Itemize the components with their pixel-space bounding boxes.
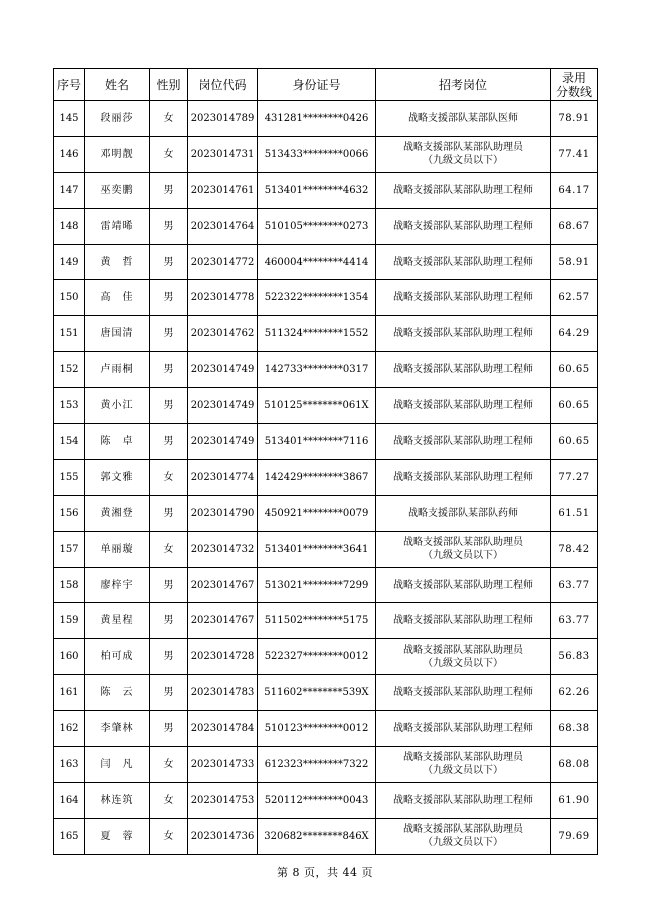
cell-score: 64.29 (551, 316, 598, 352)
cell-no: 160 (54, 639, 85, 675)
cell-code: 2023014790 (188, 495, 258, 531)
cell-code: 2023014762 (188, 316, 258, 352)
cell-score: 79.69 (551, 818, 598, 854)
cell-score: 63.77 (551, 603, 598, 639)
cell-code: 2023014753 (188, 782, 258, 818)
cell-score: 63.77 (551, 567, 598, 603)
cell-post-line: 战略支援部队某部队药师 (408, 507, 518, 519)
cell-post (376, 101, 551, 137)
cell-code: 2023014774 (188, 459, 258, 495)
table-row (54, 747, 598, 783)
cell-code: 2023014761 (188, 172, 258, 208)
cell-score: 68.67 (551, 208, 598, 244)
cell-name: 段丽莎 (85, 101, 150, 137)
cell-post (376, 639, 551, 675)
cell-post-line: 战略支援部队某部队助理工程师 (393, 435, 533, 447)
cell-no: 152 (54, 352, 85, 388)
cell-name: 巫奕鹏 (85, 172, 150, 208)
cell-code: 2023014783 (188, 675, 258, 711)
cell-name: 夏 蓉 (85, 818, 150, 854)
table-row (54, 244, 598, 280)
table-row (54, 603, 598, 639)
cell-code: 2023014767 (188, 603, 258, 639)
cell-gender: 男 (150, 352, 188, 388)
cell-code: 2023014764 (188, 208, 258, 244)
cell-gender: 女 (150, 782, 188, 818)
cell-id: 513401********7116 (258, 424, 376, 460)
cell-code: 2023014749 (188, 424, 258, 460)
cell-name: 邓明靓 (85, 136, 150, 172)
cell-post-line: 战略支援部队某部队助理员 (403, 824, 523, 836)
cell-name: 闫 凡 (85, 747, 150, 783)
cell-code: 2023014736 (188, 818, 258, 854)
cell-post-line: 战略支援部队某部队助理工程师 (393, 471, 533, 483)
cell-gender: 男 (150, 711, 188, 747)
cell-post (376, 424, 551, 460)
cell-post-line: 战略支援部队某部队助理员 (403, 537, 523, 549)
cell-id: 142429********3867 (258, 459, 376, 495)
header-row (54, 69, 598, 101)
table-row (54, 675, 598, 711)
cell-code: 2023014731 (188, 136, 258, 172)
cell-score: 62.26 (551, 675, 598, 711)
cell-no: 161 (54, 675, 85, 711)
cell-name: 黄湘登 (85, 495, 150, 531)
cell-code: 2023014749 (188, 388, 258, 424)
cell-code: 2023014733 (188, 747, 258, 783)
cell-no: 158 (54, 567, 85, 603)
cell-id: 520112********0043 (258, 782, 376, 818)
cell-no: 165 (54, 818, 85, 854)
header-name: 姓名 (85, 69, 150, 101)
cell-post (376, 244, 551, 280)
cell-post-line: 战略支援部队某部队助理工程师 (393, 723, 533, 735)
header-post: 招考岗位 (376, 69, 551, 101)
cell-name: 陈 卓 (85, 424, 150, 460)
cell-no: 162 (54, 711, 85, 747)
table-row (54, 101, 598, 137)
cell-name: 雷靖晞 (85, 208, 150, 244)
cell-post-line: 战略支援部队某部队助理工程师 (393, 579, 533, 591)
cell-post (376, 711, 551, 747)
cell-name: 陈 云 (85, 675, 150, 711)
cell-name: 高 佳 (85, 280, 150, 316)
cell-gender: 女 (150, 818, 188, 854)
cell-id: 511602********539X (258, 675, 376, 711)
table-row (54, 316, 598, 352)
results-table (53, 68, 598, 855)
cell-no: 153 (54, 388, 85, 424)
cell-id: 522327********0012 (258, 639, 376, 675)
cell-gender: 女 (150, 747, 188, 783)
cell-name: 单丽璇 (85, 531, 150, 567)
cell-code: 2023014749 (188, 352, 258, 388)
cell-code: 2023014789 (188, 101, 258, 137)
cell-no: 156 (54, 495, 85, 531)
cell-no: 154 (54, 424, 85, 460)
cell-code: 2023014767 (188, 567, 258, 603)
cell-gender: 女 (150, 531, 188, 567)
header-score-line1: 录用 (561, 70, 586, 85)
cell-no: 151 (54, 316, 85, 352)
table-row (54, 531, 598, 567)
cell-post (376, 208, 551, 244)
cell-score: 61.51 (551, 495, 598, 531)
cell-gender: 女 (150, 136, 188, 172)
cell-id: 510125********061X (258, 388, 376, 424)
cell-post-line: 战略支援部队某部队助理工程师 (393, 328, 533, 340)
cell-post-line: （九级文员以下） (423, 837, 503, 849)
cell-id: 513433********0066 (258, 136, 376, 172)
cell-no: 157 (54, 531, 85, 567)
cell-name: 卢雨桐 (85, 352, 150, 388)
cell-post (376, 531, 551, 567)
table-row (54, 136, 598, 172)
cell-no: 147 (54, 172, 85, 208)
cell-no: 164 (54, 782, 85, 818)
cell-score: 56.83 (551, 639, 598, 675)
header-score-line2: 分数线 (555, 84, 592, 99)
table-row (54, 352, 598, 388)
cell-score: 60.65 (551, 388, 598, 424)
cell-id: 511502********5175 (258, 603, 376, 639)
cell-score: 60.65 (551, 424, 598, 460)
cell-name: 林连筑 (85, 782, 150, 818)
cell-post-line: 战略支援部队某部队助理工程师 (393, 615, 533, 627)
cell-name: 李肇林 (85, 711, 150, 747)
cell-post-line: 战略支援部队某部队助理员 (403, 752, 523, 764)
table-row (54, 495, 598, 531)
cell-post (376, 747, 551, 783)
table-row (54, 782, 598, 818)
cell-no: 148 (54, 208, 85, 244)
table-row (54, 711, 598, 747)
cell-code: 2023014784 (188, 711, 258, 747)
page-footer: 第 8 页，共 44 页 (277, 866, 373, 879)
table-body (54, 101, 598, 855)
table-row (54, 818, 598, 854)
cell-no: 159 (54, 603, 85, 639)
cell-name: 黄星程 (85, 603, 150, 639)
cell-no: 163 (54, 747, 85, 783)
table-row (54, 208, 598, 244)
cell-id: 513021********7299 (258, 567, 376, 603)
cell-post-line: 战略支援部队某部队医师 (408, 112, 518, 124)
cell-post (376, 280, 551, 316)
cell-id: 513401********3641 (258, 531, 376, 567)
cell-score: 78.42 (551, 531, 598, 567)
cell-post-line: 战略支援部队某部队助理工程师 (393, 794, 533, 806)
cell-post-line: 战略支援部队某部队助理工程师 (393, 220, 533, 232)
cell-post (376, 316, 551, 352)
cell-no: 145 (54, 101, 85, 137)
cell-post-line: 战略支援部队某部队助理工程师 (393, 184, 533, 196)
cell-score: 77.41 (551, 136, 598, 172)
cell-score: 58.91 (551, 244, 598, 280)
cell-id: 320682********846X (258, 818, 376, 854)
cell-id: 612323********7322 (258, 747, 376, 783)
cell-name: 黄 哲 (85, 244, 150, 280)
cell-score: 60.65 (551, 352, 598, 388)
cell-id: 511324********1552 (258, 316, 376, 352)
cell-gender: 男 (150, 316, 188, 352)
table-row (54, 172, 598, 208)
cell-score: 68.08 (551, 747, 598, 783)
cell-name: 唐国清 (85, 316, 150, 352)
cell-post-line: 战略支援部队某部队助理员 (403, 142, 523, 154)
table-row (54, 639, 598, 675)
cell-name: 廖梓宇 (85, 567, 150, 603)
cell-score: 61.90 (551, 782, 598, 818)
cell-post (376, 388, 551, 424)
cell-id: 142733********0317 (258, 352, 376, 388)
header-gender: 性别 (150, 69, 188, 101)
header-id: 身份证号 (258, 69, 376, 101)
cell-post (376, 818, 551, 854)
cell-post (376, 136, 551, 172)
cell-post (376, 567, 551, 603)
cell-id: 522322********1354 (258, 280, 376, 316)
cell-post-line: （九级文员以下） (423, 765, 503, 777)
cell-post-line: （九级文员以下） (423, 155, 503, 167)
table-row (54, 459, 598, 495)
header-score (551, 69, 598, 101)
cell-id: 460004********4414 (258, 244, 376, 280)
cell-gender: 男 (150, 244, 188, 280)
cell-post-line: 战略支援部队某部队助理工程师 (393, 292, 533, 304)
table-row (54, 567, 598, 603)
cell-no: 146 (54, 136, 85, 172)
cell-post (376, 459, 551, 495)
cell-score: 77.27 (551, 459, 598, 495)
cell-score: 64.17 (551, 172, 598, 208)
table-row (54, 388, 598, 424)
cell-no: 155 (54, 459, 85, 495)
cell-score: 68.38 (551, 711, 598, 747)
cell-post (376, 352, 551, 388)
cell-gender: 男 (150, 280, 188, 316)
cell-no: 149 (54, 244, 85, 280)
table-row (54, 280, 598, 316)
table-row (54, 424, 598, 460)
cell-id: 431281********0426 (258, 101, 376, 137)
cell-gender: 男 (150, 639, 188, 675)
cell-id: 510105********0273 (258, 208, 376, 244)
cell-code: 2023014728 (188, 639, 258, 675)
cell-id: 513401********4632 (258, 172, 376, 208)
cell-post-line: 战略支援部队某部队助理工程师 (393, 687, 533, 699)
cell-id: 450921********0079 (258, 495, 376, 531)
cell-gender: 女 (150, 459, 188, 495)
cell-post (376, 782, 551, 818)
cell-gender: 男 (150, 208, 188, 244)
cell-post-line: 战略支援部队某部队助理工程师 (393, 364, 533, 376)
cell-gender: 男 (150, 675, 188, 711)
cell-gender: 男 (150, 567, 188, 603)
cell-code: 2023014732 (188, 531, 258, 567)
header-no: 序号 (54, 69, 85, 101)
cell-gender: 男 (150, 603, 188, 639)
cell-score: 62.57 (551, 280, 598, 316)
cell-code: 2023014778 (188, 280, 258, 316)
cell-post-line: （九级文员以下） (423, 657, 503, 669)
cell-gender: 男 (150, 495, 188, 531)
cell-name: 黄小江 (85, 388, 150, 424)
cell-gender: 女 (150, 101, 188, 137)
cell-post-line: 战略支援部队某部队助理工程师 (393, 256, 533, 268)
cell-post (376, 495, 551, 531)
cell-post-line: （九级文员以下） (423, 550, 503, 562)
cell-no: 150 (54, 280, 85, 316)
cell-name: 柏可成 (85, 639, 150, 675)
cell-name: 郭文雅 (85, 459, 150, 495)
cell-score: 78.91 (551, 101, 598, 137)
cell-gender: 男 (150, 424, 188, 460)
cell-post (376, 675, 551, 711)
cell-gender: 男 (150, 388, 188, 424)
cell-post (376, 603, 551, 639)
cell-post-line: 战略支援部队某部队助理工程师 (393, 400, 533, 412)
cell-post-line: 战略支援部队某部队助理员 (403, 644, 523, 656)
cell-post (376, 172, 551, 208)
header-code: 岗位代码 (188, 69, 258, 101)
cell-code: 2023014772 (188, 244, 258, 280)
cell-gender: 男 (150, 172, 188, 208)
cell-id: 510123********0012 (258, 711, 376, 747)
